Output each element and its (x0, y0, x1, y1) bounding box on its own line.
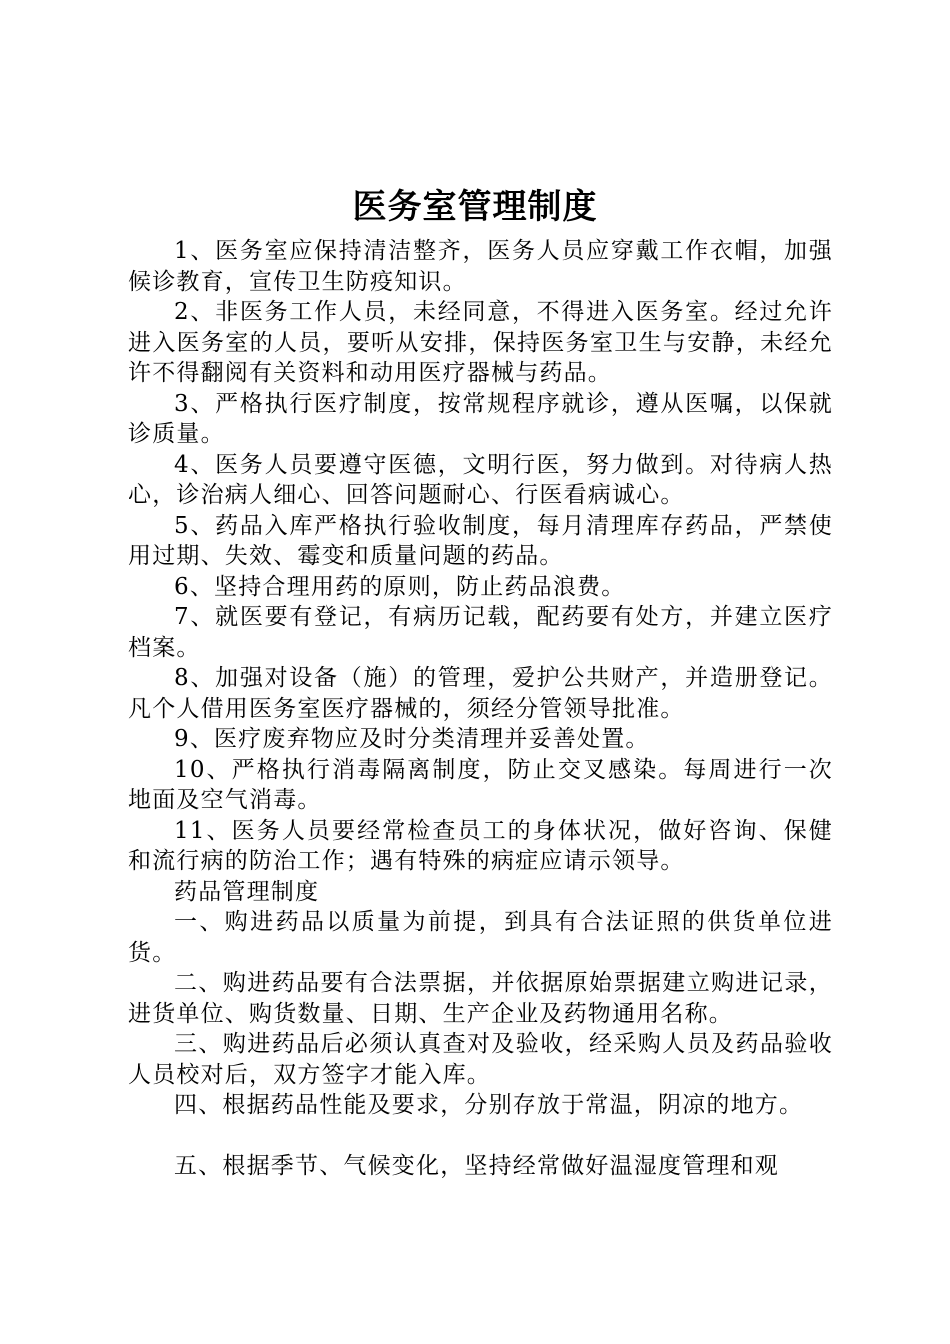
paragraph-rule-1: 1、医务室应保持清洁整齐，医务人员应穿戴工作衣帽，加强候诊教育，宣传卫生防疫知识。 (128, 238, 833, 295)
paragraph-rule-11: 11、医务人员要经常检查员工的身体状况，做好咨询、保健和流行病的防治工作；遇有特殊的病症应请示领导。 (128, 817, 833, 874)
paragraph-rule-6: 6、坚持合理用药的原则，防止药品浪费。 (174, 573, 626, 600)
paragraph-drug-rule-5: 五、根据季节、气候变化，坚持经常做好温湿度管理和观 (174, 1152, 779, 1179)
paragraph-rule-10: 10、严格执行消毒隔离制度，防止交叉感染。每周进行一次地面及空气消毒。 (128, 756, 833, 813)
paragraph-drug-rule-4: 四、根据药品性能及要求，分别存放于常温，阴凉的地方。 (174, 1092, 804, 1118)
document-title: 医务室管理制度 (352, 187, 598, 227)
paragraph-rule-9: 9、医疗废弃物应及时分类清理并妥善处置。 (174, 726, 650, 752)
paragraph-drug-rule-2: 二、购进药品要有合法票据，并依据原始票据建立购进记录，进货单位、购货数量、日期、生产企业及药物通用名称。 (128, 970, 833, 1027)
paragraph-rule-8: 8、加强对设备（施）的管理，爱护公共财产，并造册登记。凡个人借用医务室医疗器械的，须经分管领导批准。 (128, 665, 833, 722)
paragraph-rule-3: 3、严格执行医疗制度，按常规程序就诊，遵从医嘱，以保就诊质量。 (128, 390, 833, 447)
paragraph-rule-5: 5、药品入库严格执行验收制度，每月清理库存药品，严禁使用过期、失效、霉变和质量问题的药品。 (128, 512, 833, 569)
paragraph-rule-7: 7、就医要有登记，有病历记载，配药要有处方，并建立医疗档案。 (128, 604, 833, 661)
document-body (128, 236, 833, 1181)
paragraph-rule-2: 2、非医务工作人员，未经同意，不得进入医务室。经过允许进入医务室的人员，要听从安排，保持医务室卫生与安静，未经允许不得翻阅有关资料和动用医疗器械与药品。 (128, 299, 833, 386)
paragraph-rule-4: 4、医务人员要遵守医德，文明行医，努力做到。对待病人热心，诊治病人细心、回答问题耐心、行医看病诚心。 (128, 451, 833, 508)
paragraph-drug-rule-3: 三、购进药品后必须认真查对及验收，经采购人员及药品验收人员校对后，双方签字才能入库。 (128, 1031, 833, 1088)
paragraph-drug-rule-1: 一、购进药品以质量为前提，到具有合法证照的供货单位进货。 (128, 909, 833, 966)
section-heading-drug-management: 药品管理制度 (174, 878, 320, 905)
